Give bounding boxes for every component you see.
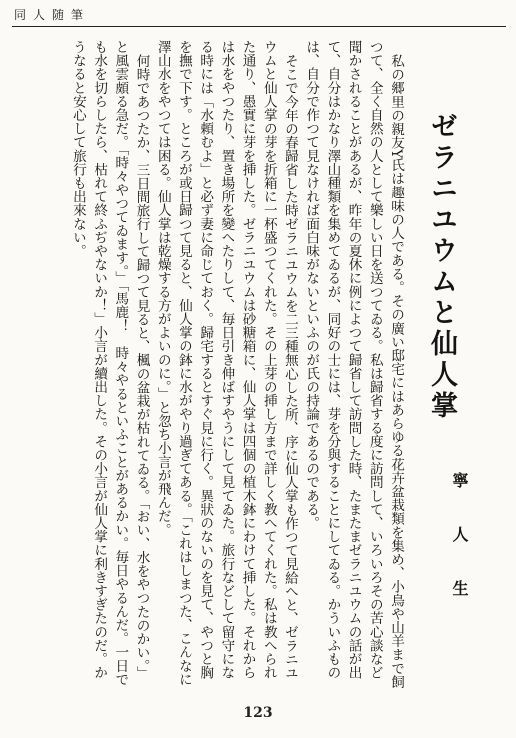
- paragraph: 何時であつたか、三日間旅行して歸つて見ると、楓の盆栽が枯れてゐる。「おい、水をやつたのかい。」と風雲頗る急だ。「時々やつてゐます。」「馬鹿！ 時々やるといふことがあるかい。毎日やるんだ。一日でも水を切らしたら、枯れて終ふぢやないか！」小言が續出した。その小言が仙人掌に利きすぎたのだ。かうなると安心して旅行も出來ない。: [69, 40, 150, 686]
- article-author: 寧人生: [450, 472, 469, 634]
- article-title: ゼラニユウムと仙人掌: [426, 112, 457, 422]
- paragraph: そこで今年の春歸省した時ゼラニユウムを二三種無心した所、序に仙人掌も作つて見給へと、ゼラニユウムと仙人掌の芽を折箱に一杯盛つてくれた。その上芽の挿し方まで詳しく教へてくれた。私は教へられた通り、愚實に芽を挿した。ゼラニユウムは砂糖箱に、仙人掌は四個の植木鉢にわけて挿した。それからは水をやつたり、置き場所を變へたりして、毎日引き伸ばすやうにして見てゐた。旅行などして留守になる時には「水頼むよ」と必ず妻に命じておく。歸宅するとすぐ見に行く。異狀のないのを見て、やつと胸を撫で下す。ところが或日歸つて見ると、仙人掌の鉢に水がやり過ぎてある。「これはしまつた、こんなに澤山水をやつては困る。仙人掌は乾燥する方がよいのに。」と忽ち小言が飛んだ。: [154, 40, 298, 686]
- article-body: [14, 40, 406, 690]
- running-header: 同人随筆: [14, 8, 91, 22]
- page-number: 123: [243, 705, 273, 721]
- header-rule: [12, 26, 506, 27]
- paragraph: 私の郷里の親友Y氏は趣味の人である。その廣い邸宅にはあらゆる花卉盆栽類を集め、小鳥や山羊まで飼つて、全く自然の人として樂しい日を送つてゐる。私は歸省する度に訪問して、いろいろその苦心談など聞かされることがあるが、昨年の夏休に例によつて歸省して訪問した時、たまたまゼラニユウムの話が出て、自分はかなり澤山種類を集めてゐるが、同好の士には、芽を分與することにしてゐる。かういふものは、自分で作つて見なければ面白味がないといふのが氏の持論であるのである。: [303, 40, 404, 689]
